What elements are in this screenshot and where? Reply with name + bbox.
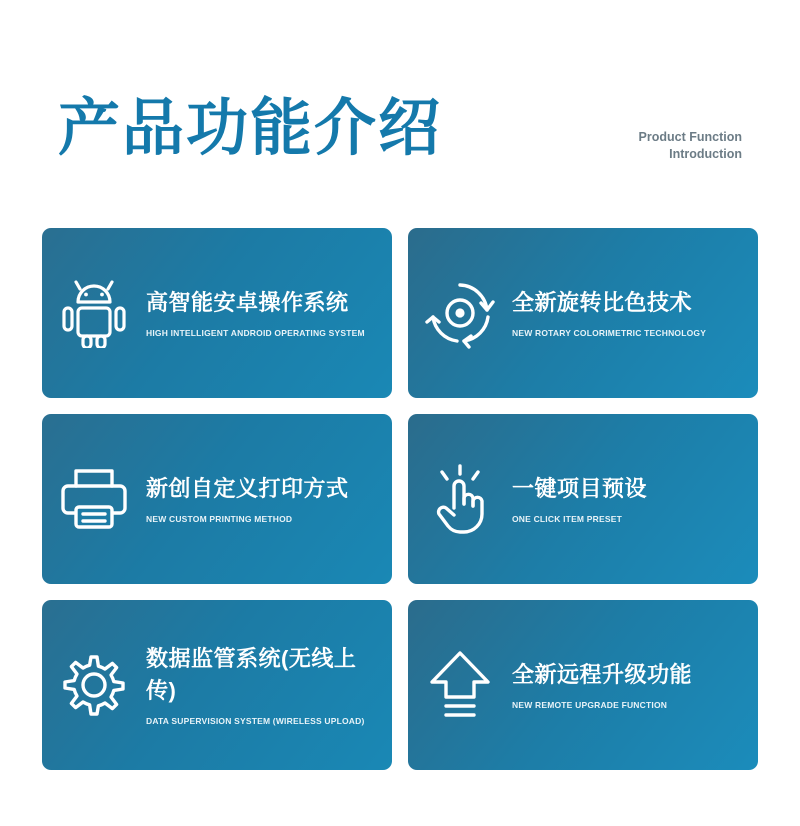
- feature-card-title: 高智能安卓操作系统: [146, 290, 349, 315]
- feature-card-text: [146, 643, 392, 727]
- android-robot-icon: [42, 278, 146, 348]
- feature-card-title: 数据监管系统(无线上传): [146, 646, 357, 703]
- feature-card-android[interactable]: [42, 228, 392, 398]
- feature-card-subtitle: NEW REMOTE UPGRADE FUNCTION: [512, 700, 668, 710]
- page-title: 产品功能介绍: [58, 91, 443, 164]
- feature-card-text: [146, 473, 392, 525]
- feature-card-subtitle: ONE CLICK ITEM PRESET: [512, 514, 622, 524]
- printer-icon: [42, 466, 146, 532]
- tap-hand-icon: [408, 462, 512, 536]
- feature-card-title: 全新远程升级功能: [512, 662, 693, 687]
- feature-card-subtitle: NEW ROTARY COLORIMETRIC TECHNOLOGY: [512, 328, 707, 338]
- feature-card-text: [512, 659, 758, 711]
- feature-card-grid: [42, 228, 758, 770]
- feature-card-rotary-colorimetric[interactable]: [408, 228, 758, 398]
- rotary-colorimetric-icon: [408, 277, 512, 349]
- feature-card-subtitle: NEW CUSTOM PRINTING METHOD: [146, 514, 293, 524]
- feature-card-subtitle: HIGH INTELLIGENT ANDROID OPERATING SYSTEM: [146, 328, 365, 338]
- page-title-english-line2: Introduction: [669, 147, 742, 161]
- feature-card-title: 一键项目预设: [512, 476, 648, 501]
- feature-card-one-click-preset[interactable]: [408, 414, 758, 584]
- feature-card-title: 新创自定义打印方式: [146, 476, 349, 501]
- page-header: [0, 92, 800, 192]
- feature-card-title: 全新旋转比色技术: [512, 290, 693, 315]
- gear-icon: [42, 648, 146, 722]
- feature-card-text: [512, 473, 758, 525]
- feature-card-data-supervision[interactable]: [42, 600, 392, 770]
- feature-card-text: [146, 287, 392, 339]
- page-title-english-line1: Product Function: [638, 130, 742, 144]
- feature-card-remote-upgrade[interactable]: [408, 600, 758, 770]
- feature-card-printing[interactable]: [42, 414, 392, 584]
- upload-arrow-icon: [408, 649, 512, 721]
- feature-card-subtitle: DATA SUPERVISION SYSTEM (WIRELESS UPLOAD): [146, 716, 365, 726]
- page-title-english: [512, 129, 742, 163]
- feature-card-text: [512, 287, 758, 339]
